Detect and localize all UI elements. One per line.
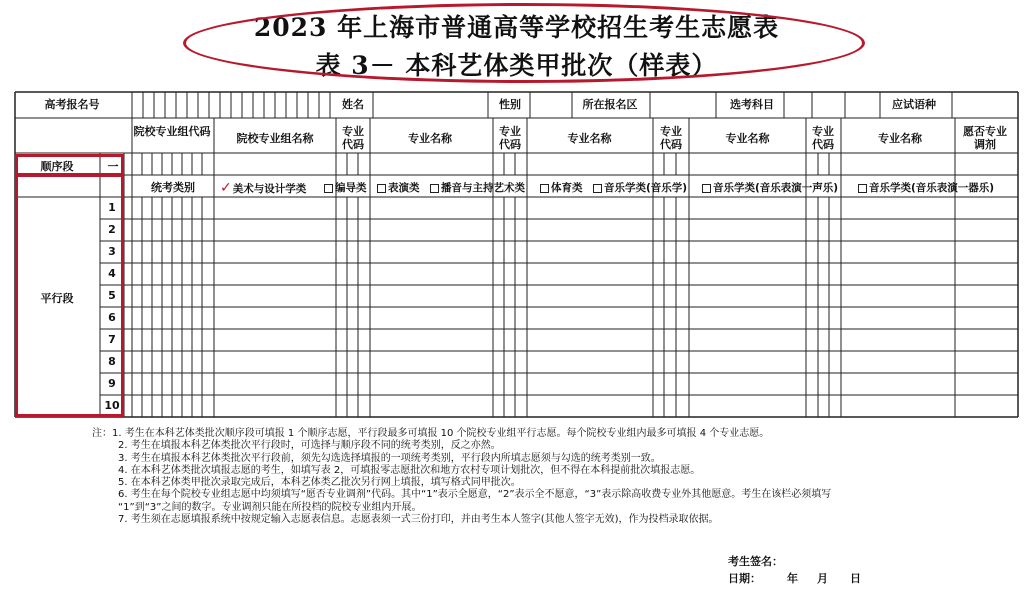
category-label: 表演类 [388,182,420,194]
note-item: 注：1. 考生在本科艺体类批次顺序段可填报 1 个顺序志愿，平行段最多可填报 10 个院校专业组平行志愿。每个院校专业组内最多可填报 4 个专业志愿。 [92,428,770,439]
category-label: 编导类 [335,182,367,194]
notes-section [92,428,992,526]
row-number: 2 [108,223,116,236]
category-option[interactable] [540,180,583,195]
row-number: 6 [108,311,116,324]
major-name-header-4: 专业名称 [878,132,922,145]
date-label: 日期： [728,572,761,585]
group-name-header: 院校专业组名称 [236,132,314,145]
category-label: 音乐学类(音乐表演一声乐) [713,182,839,194]
category-option[interactable] [430,180,525,195]
parallel-label: 平行段 [40,292,74,305]
row-number: 3 [108,245,116,258]
gender-label: 性别 [499,98,521,111]
note-item: 6. 考生在每个院校专业组志愿中均须填写“愿否专业调剂”代码。其中“1”表示全愿意，“2”表示全不愿意，“3”表示除高收费专业外其他愿意。考生在该栏必须填写 [118,489,832,501]
region-label: 所在报名区 [582,98,638,111]
year-label: 年 [787,572,798,585]
category-option[interactable] [220,180,306,196]
note-item: 5. 在本科艺体类甲批次录取完成后，本科艺体类乙批次另行网上填报，填写格式同甲批次。 [118,477,521,489]
check-icon[interactable]: ✓ [220,180,232,196]
checkbox-icon[interactable] [430,184,439,193]
sequential-index: 一 [107,160,119,173]
form-title: 2023 年上海市普通高等学校招生考生志愿表 [253,13,780,42]
category-option[interactable] [324,180,367,195]
form-subtitle: 表 3－ 本科艺体类甲批次（样表） [315,51,718,80]
row-number: 7 [108,333,116,346]
major-name-header-2: 专业名称 [567,132,612,145]
exam-category-label: 统考类别 [151,181,195,194]
row-number: 4 [108,267,116,280]
category-option[interactable] [702,180,838,195]
signature-label: 考生签名： [728,555,783,568]
category-label: 美术与设计学类 [232,183,307,195]
category-option[interactable] [377,180,420,195]
row-number: 10 [104,399,120,412]
category-label: 音乐学类(音乐表演一器乐) [869,182,995,194]
checkbox-icon[interactable] [702,184,711,193]
category-label: 播音与主持艺术类 [441,182,525,194]
checkbox-icon[interactable] [377,184,386,193]
major-code-header-2: 专业代码 [499,125,521,151]
note-item: 3. 考生在填报本科艺体类批次平行段前，须先勾选选择填报的一项统考类别，平行段内所填志愿须与勾选的统考类别一致。 [118,452,661,464]
note-item: 2. 考生在填报本科艺体类批次平行段时，可选择与顺序段不同的统考类别，反之亦然。 [118,440,501,452]
category-label: 体育类 [551,182,583,194]
major-code-header-3: 专业代码 [660,125,682,151]
group-code-header: 院校专业组代码 [133,125,211,138]
note-item: “1”到“3”之间的数字。专业调剂只能在所投档的院校专业组内开展。 [118,501,422,513]
sequential-label: 顺序段 [40,160,74,173]
major-name-header-3: 专业名称 [725,132,770,145]
exam-no-label: 高考报名号 [44,98,100,111]
category-option[interactable] [858,180,994,195]
note-item: 7. 考生须在志愿填报系统中按规定输入志愿表信息。志愿表须一式三份打印，并由考生本人签字(其他人签字无效)，作为投档录取依据。 [118,514,719,526]
checkbox-icon[interactable] [324,184,333,193]
language-label: 应试语种 [892,98,936,111]
row-number: 9 [108,377,116,390]
name-label: 姓名 [342,98,364,111]
checkbox-icon[interactable] [540,184,549,193]
month-label: 月 [817,572,828,585]
checkbox-icon[interactable] [858,184,867,193]
day-label: 日 [850,572,861,585]
row-number: 5 [108,289,116,302]
parallel-highlight [15,174,124,417]
category-option[interactable] [593,180,687,195]
adjust-header: 愿否专业调剂 [963,125,1007,151]
major-code-header-1: 专业代码 [342,125,364,151]
major-name-header-1: 专业名称 [408,132,452,145]
checkbox-icon[interactable] [593,184,602,193]
row-number: 1 [108,201,116,214]
note-item: 4. 在本科艺体类批次填报志愿的考生，如填写表 2，可填报零志愿批次和地方农村专项计划批次，但不得在本科提前批次填报志愿。 [118,464,701,476]
row-number: 8 [108,355,116,368]
category-label: 音乐学类(音乐学) [604,182,688,194]
major-code-header-4: 专业代码 [812,125,834,151]
subjects-label: 选考科目 [730,98,774,111]
sequential-highlight [15,154,124,176]
